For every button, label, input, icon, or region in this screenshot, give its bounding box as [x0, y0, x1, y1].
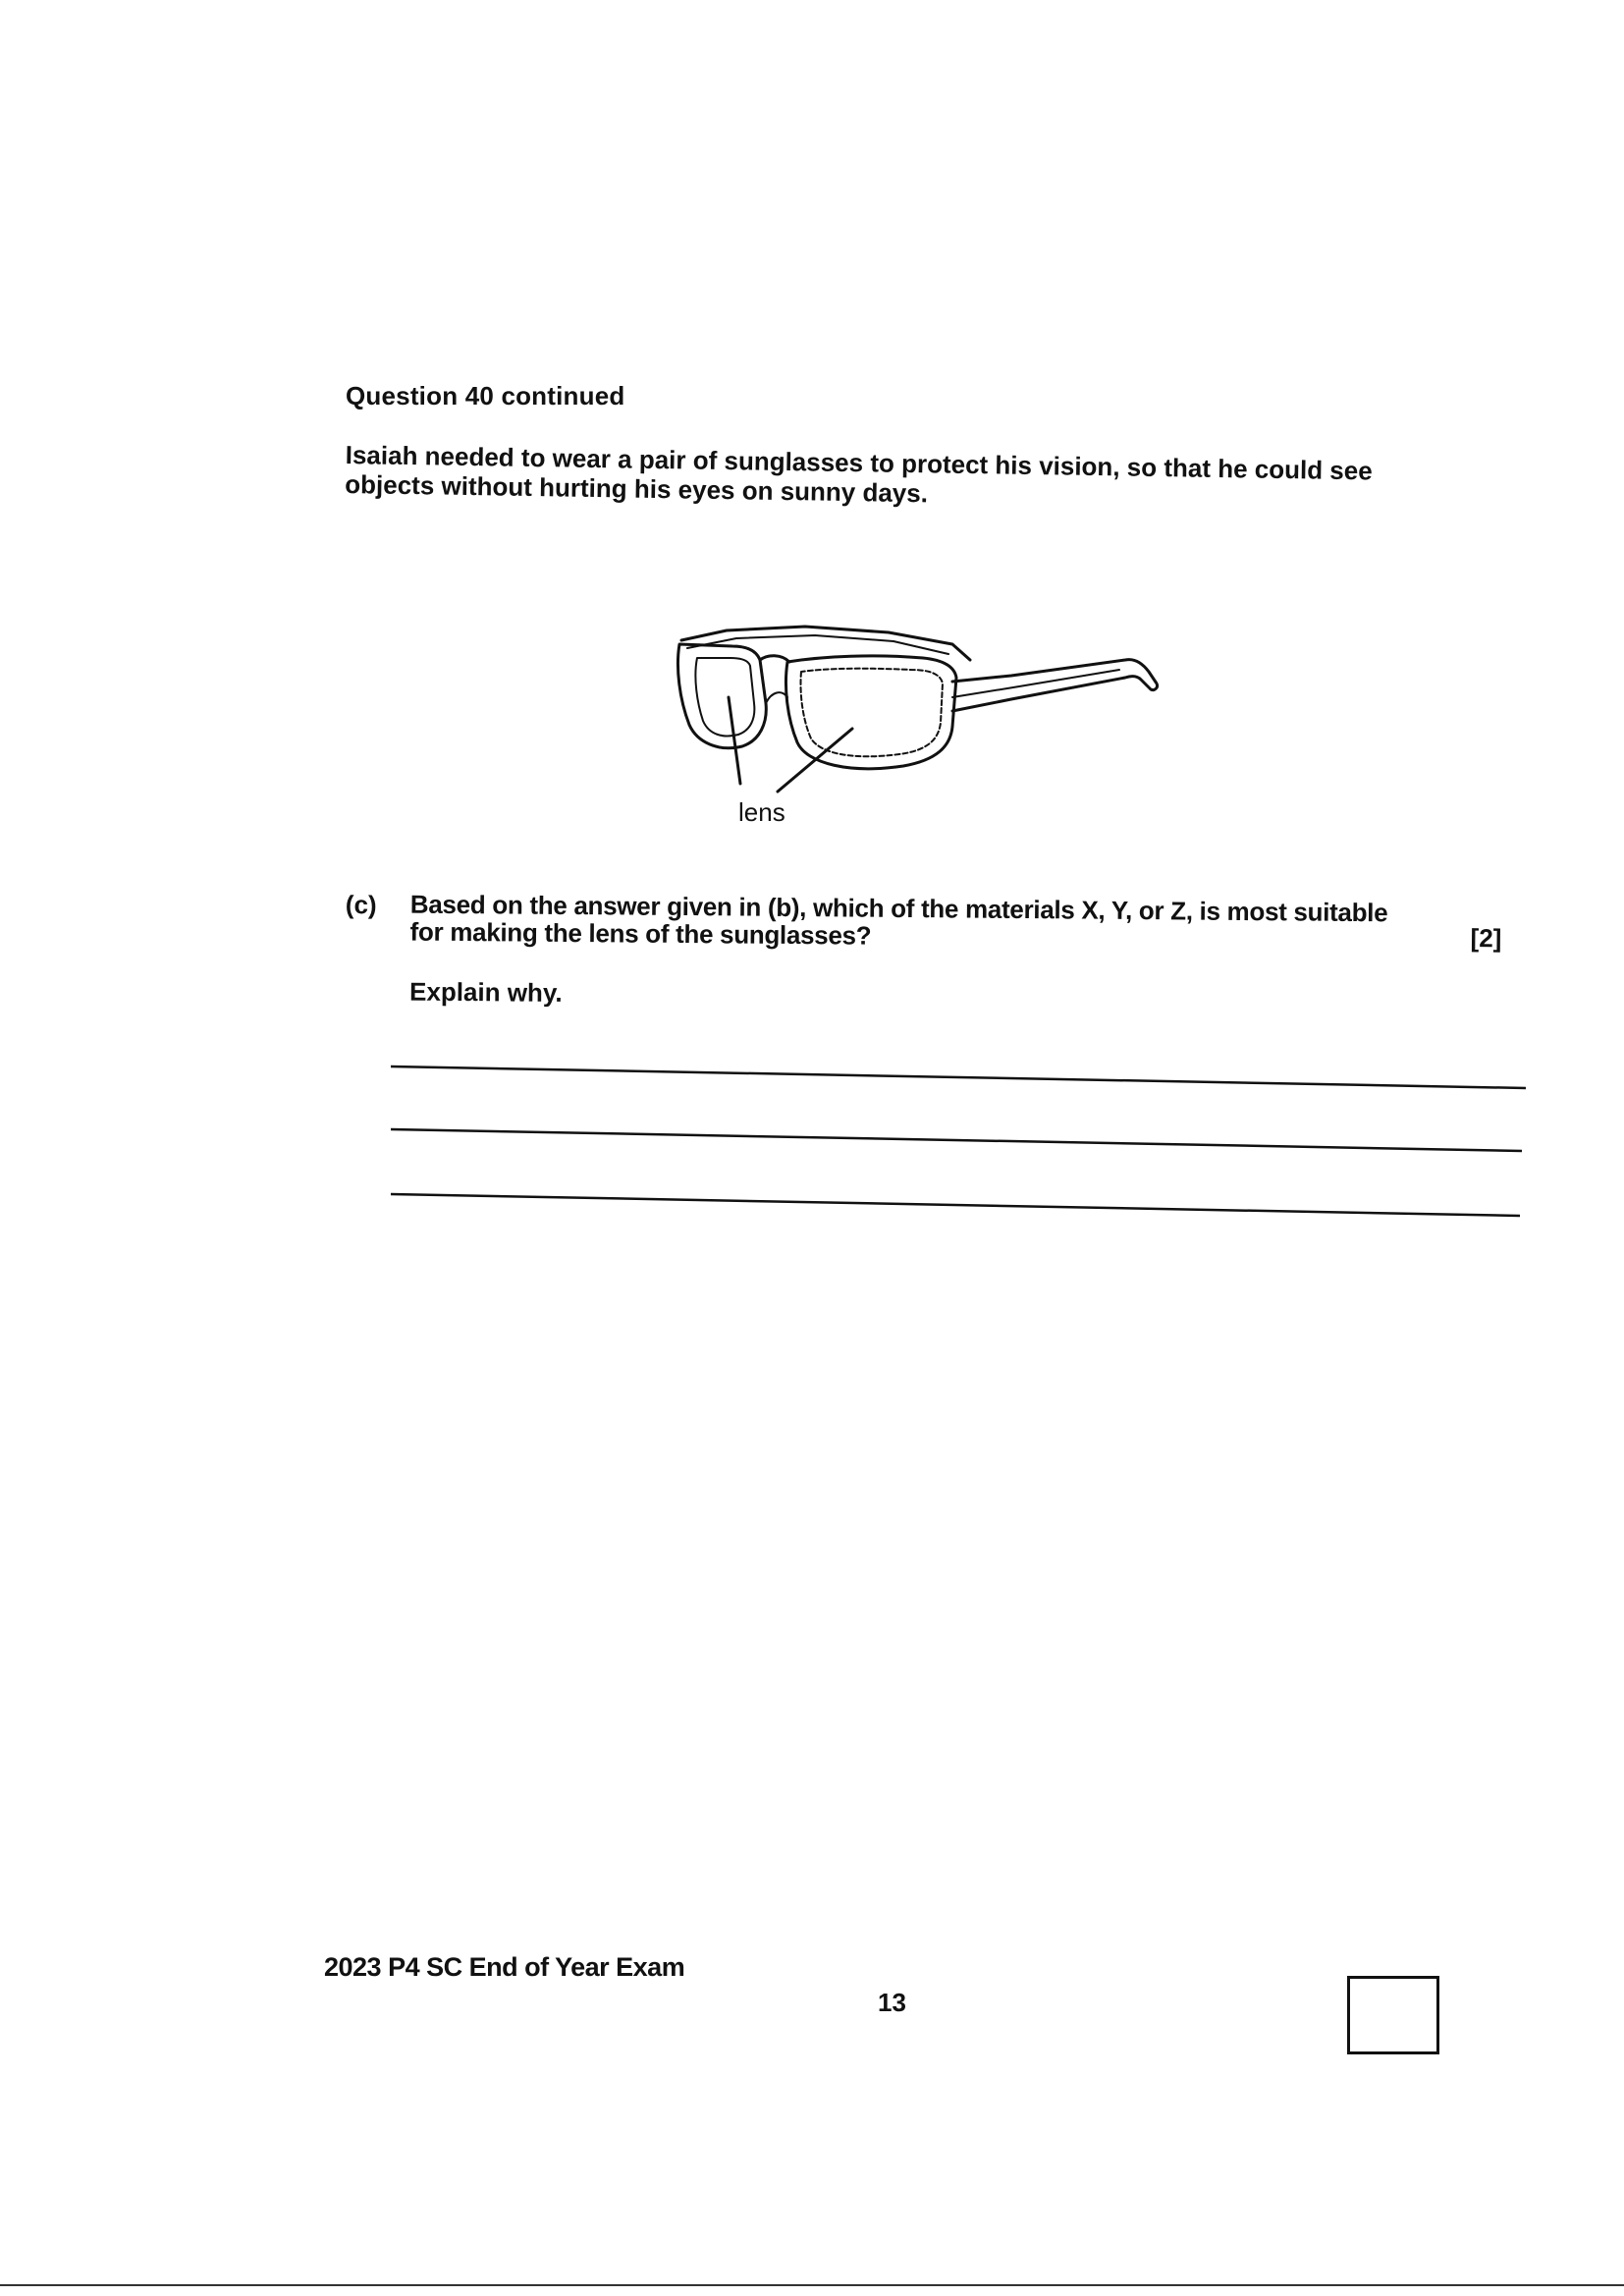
- answer-line-1[interactable]: [391, 1066, 1526, 1088]
- question-heading: Question 40 continued: [346, 381, 625, 410]
- answer-lines[interactable]: [391, 1061, 1530, 1237]
- question-intro: Isaiah needed to wear a pair of sunglasses to protect his vision, so that he could see objects without hurting his eyes on sunny days.: [345, 440, 1373, 509]
- part-c-question: [345, 889, 1504, 1008]
- marks-label: [2]: [1470, 922, 1502, 954]
- sunglasses-icon: [658, 609, 1168, 845]
- answer-line-2[interactable]: [391, 1129, 1522, 1151]
- explain-instruction: Explain why.: [408, 976, 563, 1008]
- sunglasses-figure: [658, 609, 1168, 845]
- part-c-label: (c): [345, 890, 377, 920]
- answer-line-3[interactable]: [391, 1194, 1520, 1216]
- exam-title: 2023 P4 SC End of Year Exam: [324, 1952, 685, 1982]
- page-number: 13: [878, 1988, 906, 2017]
- score-box[interactable]: [1347, 1976, 1439, 2054]
- bottom-rule: [0, 2284, 1624, 2286]
- part-c-text: Based on the answer given in (b), which of the materials X, Y, or Z, is most suitable for making the lens of the sunglasses?: [409, 889, 1388, 951]
- lens-label: lens: [738, 797, 785, 827]
